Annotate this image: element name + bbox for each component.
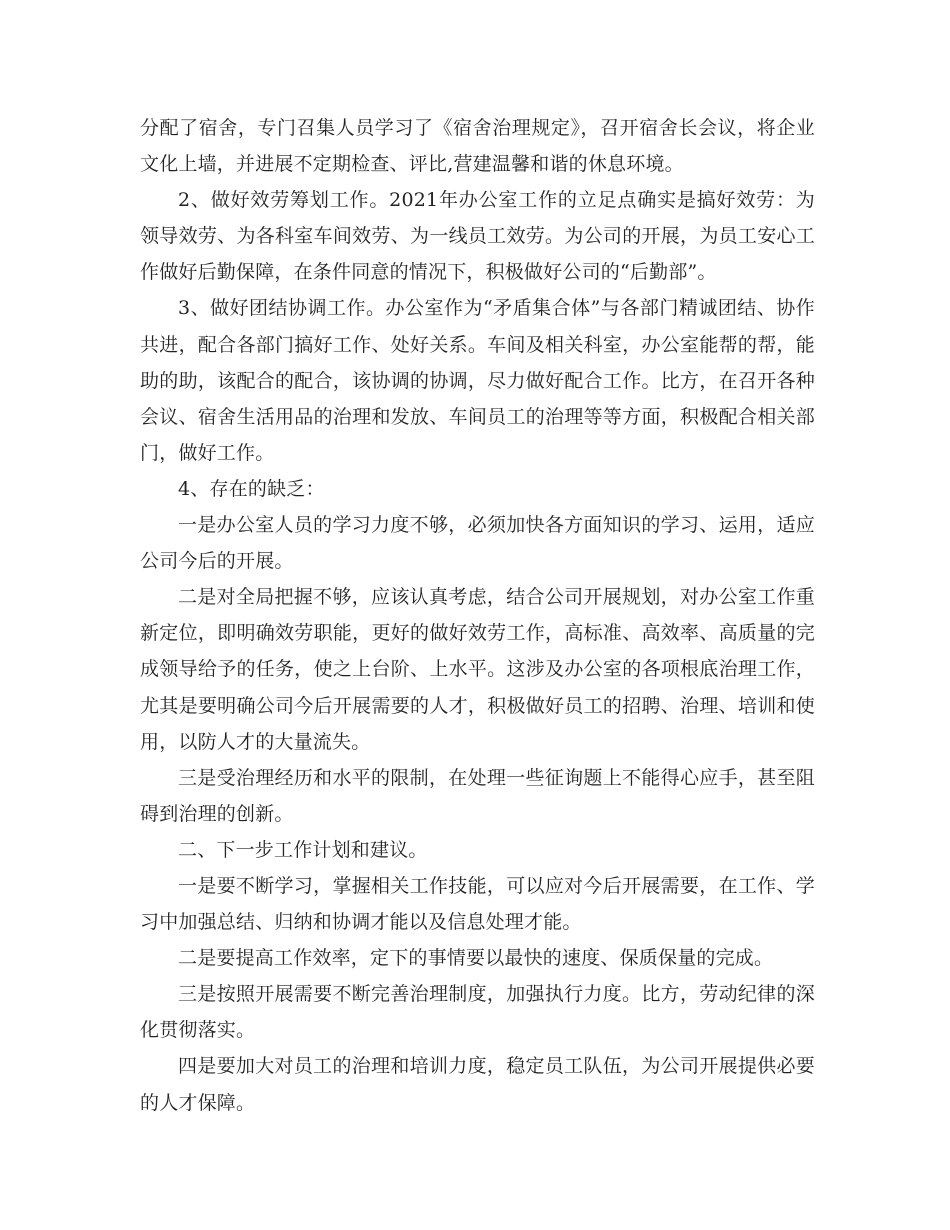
paragraph-shortcoming-2: 二是对全局把握不够，应该认真考虑，结合公司开展规划，对办公室工作重新定位，即明确效劳职能，更好的做好效劳工作，高标准、高效率、高质量的完成领导给予的任务，使之上台阶、上水平。这涉及办公室的各项根底治理工作，尤其是要明确公司今后开展需要的人才，积极做好员工的招聘、治理、培训和使用，以防人才的大量流失。 xyxy=(140,586,815,753)
paragraph-shortcoming-1: 一是办公室人员的学习力度不够，必须加快各方面知识的学习、运用，适应公司今后的开展。 xyxy=(140,514,815,573)
paragraph-plan-3: 三是按照开展需要不断完善治理制度，加强执行力度。比方，劳动纪律的深化贯彻落实。 xyxy=(140,983,815,1042)
paragraph-service-planning: 2、做好效劳筹划工作。2021年办公室工作的立足点确实是搞好效劳：为领导效劳、为各科室车间效劳、为一线员工效劳。为公司的开展，为员工安心工作做好后勤保障，在条件同意的情况下，积极做好公司的“后勤部”。 xyxy=(140,189,815,284)
paragraph-coordination: 3、做好团结协调工作。办公室作为“矛盾集合体”与各部门精诚团结、协作共进，配合各部门搞好工作、处好关系。车间及相关科室，办公室能帮的帮，能助的助，该配合的配合，该协调的协调，尽力做好配合工作。比方，在召开各种会议、宿舍生活用品的治理和发放、车间员工的治理等等方面，积极配合相关部门，做好工作。 xyxy=(140,297,815,464)
paragraph-shortcoming-3: 三是受治理经历和水平的限制，在处理一些征询题上不能得心应手，甚至阻碍到治理的创新。 xyxy=(140,766,815,825)
paragraph-plan-4: 四是要加大对员工的治理和培训力度，稳定员工队伍，为公司开展提供必要的人才保障。 xyxy=(140,1055,815,1114)
paragraph-shortcomings-heading: 4、存在的缺乏： xyxy=(178,477,325,500)
document-body xyxy=(140,110,815,1121)
paragraph-dormitory: 分配了宿舍，专门召集人员学习了《宿舍治理规定》，召开宿舍长会议，将企业文化上墙，并进展不定期检查、评比,营建温馨和谐的休息环境。 xyxy=(140,117,815,176)
paragraph-next-steps-heading: 二、下一步工作计划和建议。 xyxy=(178,838,428,861)
paragraph-plan-1: 一是要不断学习，掌握相关工作技能，可以应对今后开展需要，在工作、学习中加强总结、归纳和协调才能以及信息处理才能。 xyxy=(140,874,815,934)
paragraph-plan-2: 二是要提高工作效率，定下的事情要以最快的速度、保质保量的完成。 xyxy=(178,947,774,970)
